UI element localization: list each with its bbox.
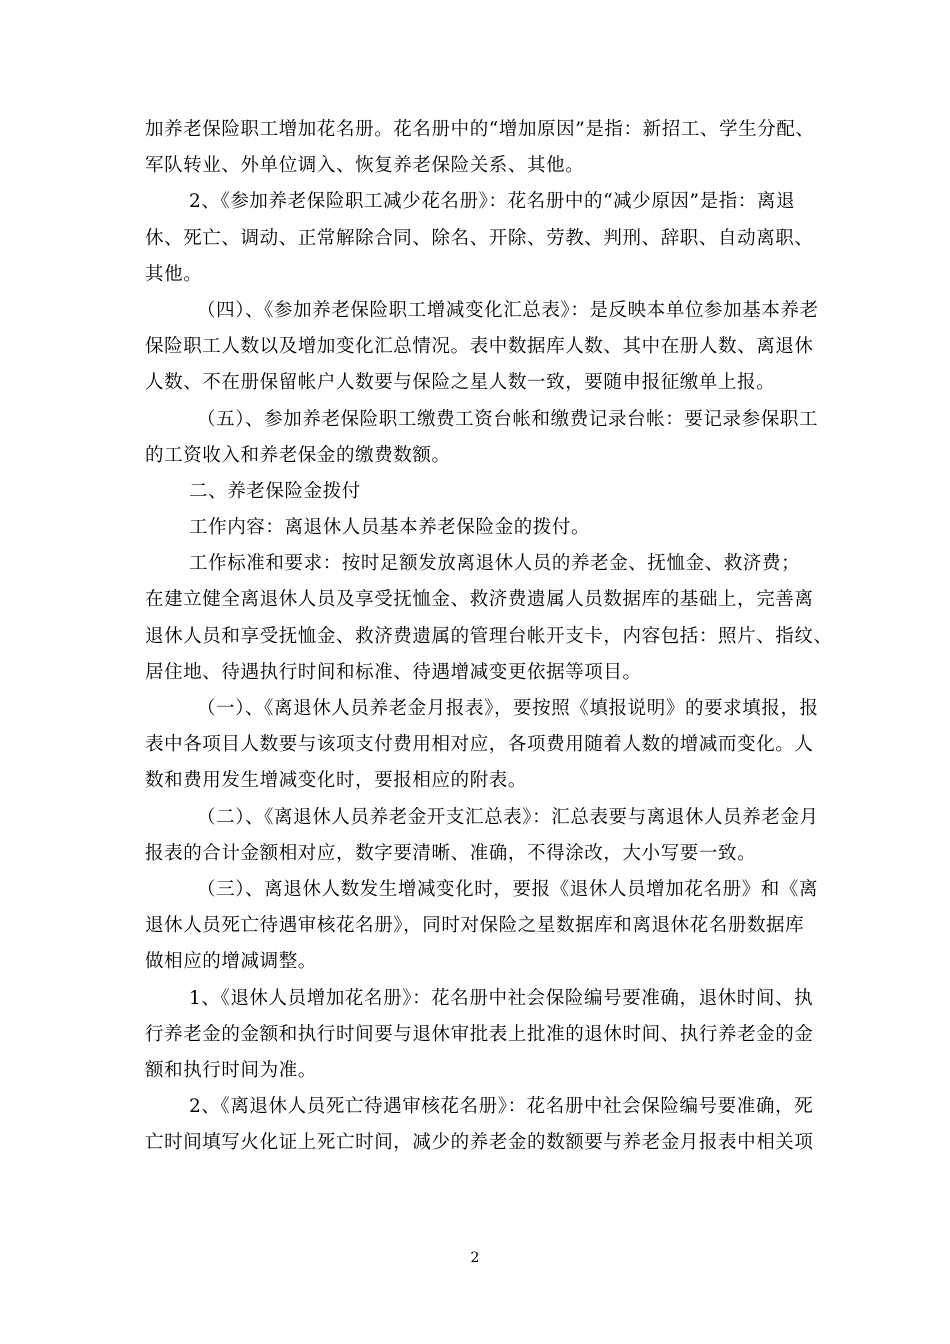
text-line: 退休人员死亡待遇审核花名册》，同时对保险之星数据库和离退休花名册数据库 bbox=[145, 915, 805, 937]
text-line: 退休人员和享受抚恤金、救济费遗属的管理台帐开支卡，内容包括：照片、指纹、 bbox=[145, 625, 833, 647]
text-line: 表中各项目人数要与该项支付费用相对应，各项费用随着人数的增减而变化。人 bbox=[145, 734, 814, 756]
text-line: 额和执行时间为准。 bbox=[145, 1059, 317, 1081]
page-number: 2 bbox=[470, 1250, 480, 1266]
text-line: （三）、离退休人数发生增减变化时，要报《退休人员增加花名册》和《离 bbox=[197, 878, 819, 900]
text-line: 的工资收入和养老保金的缴费数额。 bbox=[145, 444, 451, 466]
text-line: （二）、《离退休人员养老金开支汇总表》：汇总表要与离退休人员养老金月 bbox=[197, 806, 819, 828]
section-heading: 二、养老保险金拨付 bbox=[189, 480, 361, 502]
text-line: （一）、《离退休人员养老金月报表》，要按照《填报说明》的要求填报，报 bbox=[197, 698, 819, 719]
text-line: 军队转业、外单位调入、恢复养老保险关系、其他。 bbox=[145, 155, 585, 177]
text-line: （五）、参加养老保险职工缴费工资台帐和缴费记录台帐：要记录参保职工 bbox=[197, 408, 819, 430]
text-line: 2、《离退休人员死亡待遇审核花名册》：花名册中社会保险编号要准确，死 bbox=[189, 1096, 814, 1118]
document-body bbox=[145, 112, 833, 1161]
text-line: 工作标准和要求：按时足额发放离退休人员的养老金、抚恤金、救济费； bbox=[189, 553, 801, 575]
text-line: 人数、不在册保留帐户人数要与保险之星人数一致，要随申报征缴单上报。 bbox=[145, 372, 776, 394]
text-line: 报表的合计金额相对应，数字要清晰、准确，不得涂改，大小写要一致。 bbox=[145, 842, 757, 864]
text-line: 工作内容：离退休人员基本养老保险金的拨付。 bbox=[189, 517, 591, 539]
text-line: 其他。 bbox=[145, 263, 203, 285]
text-line: 休、死亡、调动、正常解除合同、除名、开除、劳教、判刑、辞职、自动离职、 bbox=[145, 227, 814, 249]
text-line: 居住地、待遇执行时间和标准、待遇增减变更依据等项目。 bbox=[145, 661, 642, 683]
text-line: 数和费用发生增减变化时，要报相应的附表。 bbox=[145, 770, 528, 792]
text-line: 做相应的增减调整。 bbox=[145, 951, 317, 973]
text-line: （四）、《参加养老保险职工增减变化汇总表》：是反映本单位参加基本养老 bbox=[197, 299, 819, 321]
text-line: 1、《退休人员增加花名册》：花名册中社会保险编号要准确，退休时间、执 bbox=[189, 987, 814, 1009]
text-line: 保险职工人数以及增加变化汇总情况。表中数据库人数、其中在册人数、离退休 bbox=[145, 336, 814, 358]
text-line: 亡时间填写火化证上死亡时间，减少的养老金的数额要与养老金月报表中相关项 bbox=[145, 1132, 814, 1154]
text-line: 加养老保险职工增加花名册。花名册中的“增加原因”是指：新招工、学生分配、 bbox=[145, 119, 815, 140]
text-line: 在建立健全离退休人员及享受抚恤金、救济费遗属人员数据库的基础上，完善离 bbox=[145, 589, 814, 611]
text-line: 2、《参加养老保险职工减少花名册》：花名册中的“减少原因”是指：离退 bbox=[189, 191, 796, 213]
text-line: 行养老金的金额和执行时间要与退休审批表上批准的退休时间、执行养老金的金 bbox=[145, 1023, 814, 1045]
